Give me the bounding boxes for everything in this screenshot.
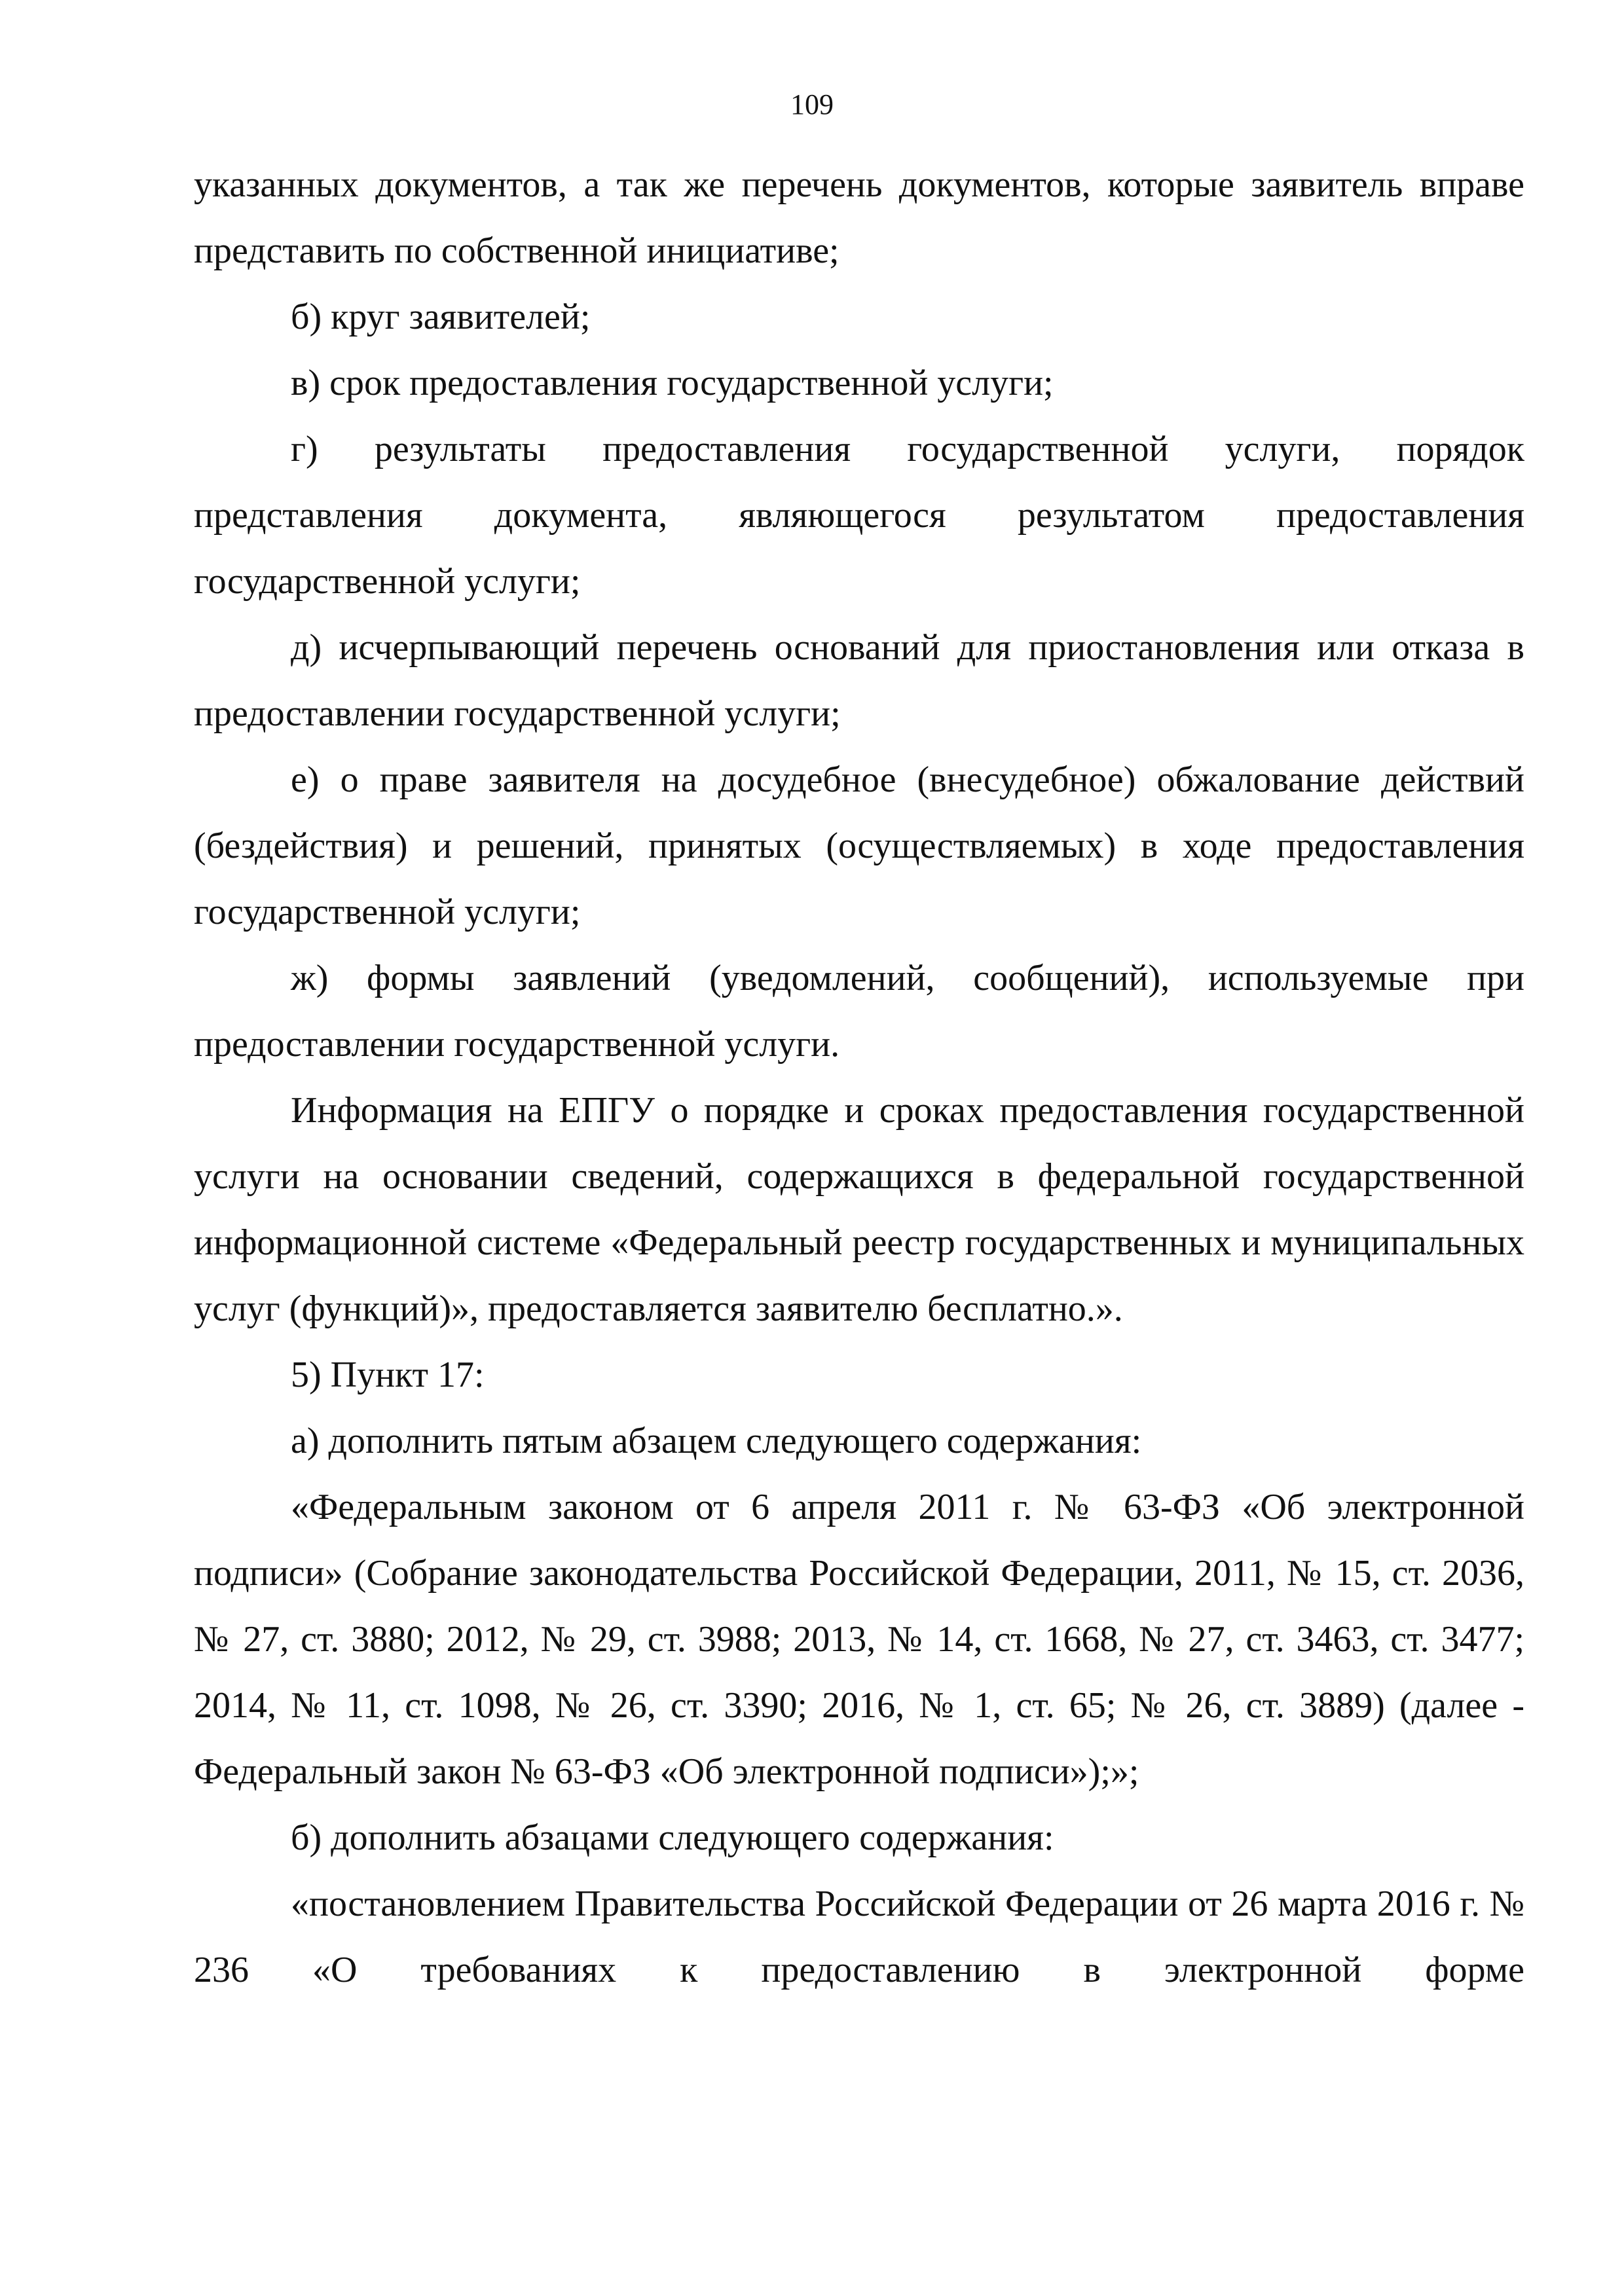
paragraph-a-add-fifth: а) дополнить пятым абзацем следующего содержания: [291,1421,1142,1461]
paragraph-zh-forms: ж) формы заявлений (уведомлений, сообщений), используемые при предоставлении государственной услуги. [194,958,1524,1065]
paragraph-federal-law-63: «Федеральным законом от 6 апреля 2011 г. № 63-ФЗ «Об электронной подписи» (Собрание законодательства Российской Федерации, 2011, № 15, ст. 2036, № 27, ст. 3880; 2012, № 29, ст. 3988; 2013, № 14, ст. 1668, № 27, ст. 3463, ст. 3477; 2014, № 11, ст. 1098, № 26, ст. 3390; 2016, № 1, ст. 65; № 26, ст. 3889) (далее - Федеральный закон № 63-ФЗ «Об электронной подписи»);»; [194,1487,1524,1792]
paragraph-g-results: г) результаты предоставления государственной услуги, порядок представления документа, являющегося результатом предоставления государственной услуги; [194,429,1524,602]
paragraph-government-decree-236: «постановлением Правительства Российской Федерации от 26 марта 2016 г. № 236 «О требованиях к предоставлению в электронной форме [194,1884,1524,1990]
paragraph-b-applicants: б) круг заявителей; [291,297,591,337]
document-body [194,152,1524,2003]
paragraph-d-grounds: д) исчерпывающий перечень оснований для приостановления или отказа в предоставлении государственной услуги; [194,627,1524,734]
paragraph-item-17: 5) Пункт 17: [291,1355,485,1395]
paragraph-b-add-paragraphs: б) дополнить абзацами следующего содержания: [291,1817,1054,1858]
paragraph-e-appeal: е) о праве заявителя на досудебное (внесудебное) обжалование действий (бездействия) и решений, принятых (осуществляемых) в ходе предоставления государственной услуги; [194,759,1524,932]
page-number: 109 [790,88,834,120]
paragraph-v-term: в) срок предоставления государственной услуги; [291,363,1054,403]
paragraph-epgu-info: Информация на ЕПГУ о порядке и сроках предоставления государственной услуги на основании сведений, содержащихся в федеральной государственной информационной системе «Федеральный реестр государственных и муниципальных услуг (функций)», предоставляется заявителю бесплатно.». [194,1090,1524,1329]
paragraph-documents-list: указанных документов, а так же перечень документов, которые заявитель вправе представить по собственной инициативе; [194,164,1524,271]
